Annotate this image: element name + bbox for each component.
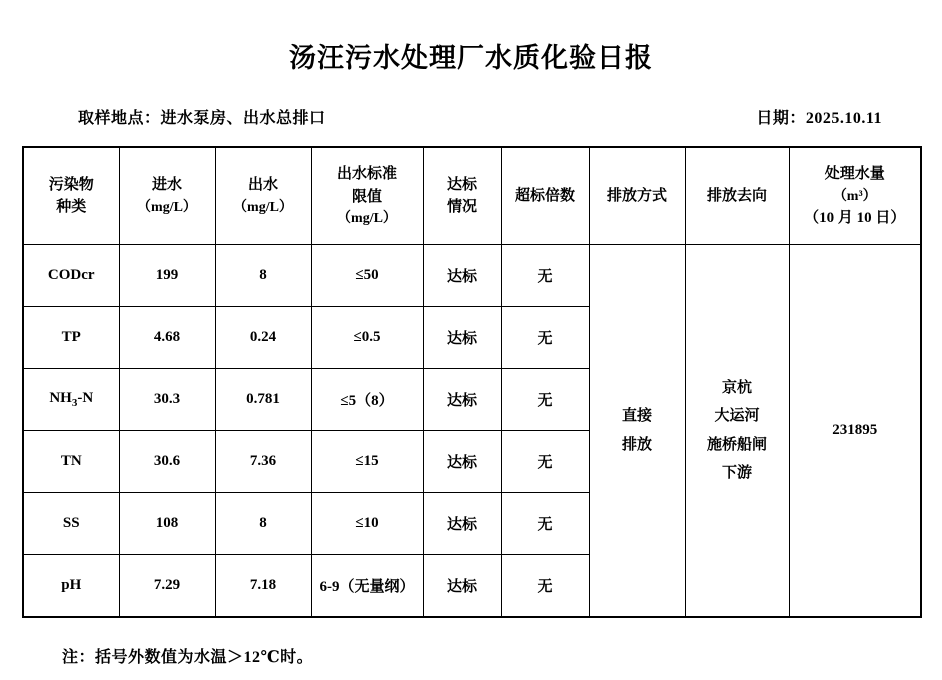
- row-standard-limit: ≤15: [311, 431, 423, 493]
- header-pollutant: [23, 147, 119, 245]
- header-influent-line1: 进水: [151, 177, 182, 194]
- row-exceed-factor: 无: [501, 431, 589, 493]
- row-pollutant-name: [23, 369, 119, 431]
- row-effluent-value: 8: [215, 245, 311, 307]
- row-pollutant-name-tail: -N: [77, 390, 94, 406]
- sampling-location: 取样地点：进水泵房、出水总排口: [78, 110, 326, 127]
- row-standard-limit: ≤50: [311, 245, 423, 307]
- header-discharge-destination: 排放去向: [685, 147, 789, 245]
- header-standard-line1: 出水标准: [336, 166, 397, 182]
- row-exceed-factor: 无: [501, 555, 589, 618]
- row-standard-limit: 6-9（无量纲）: [311, 555, 423, 618]
- row-pollutant-name: TP: [23, 307, 119, 369]
- table-row: [23, 245, 921, 307]
- treated-volume-value: 231895: [789, 245, 921, 618]
- meta-row: [0, 75, 942, 128]
- row-compliance: 达标: [423, 307, 501, 369]
- discharge-mode-line1: 直接: [621, 408, 652, 424]
- row-compliance: 达标: [423, 245, 501, 307]
- header-exceed: 超标倍数: [501, 147, 589, 245]
- header-treated-volume: [789, 147, 921, 245]
- header-treated-volume-unit: （m³）: [832, 188, 877, 204]
- row-exceed-factor: 无: [501, 493, 589, 555]
- header-compliance-line2: 情况: [446, 199, 477, 215]
- row-effluent-value: 0.781: [215, 369, 311, 431]
- row-influent-value: 30.3: [119, 369, 215, 431]
- row-pollutant-name-subscript: 3: [71, 397, 78, 409]
- header-influent-unit: （mg/L）: [137, 199, 197, 215]
- discharge-destination-merged: [685, 245, 789, 618]
- header-standard: [311, 147, 423, 245]
- row-compliance: 达标: [423, 555, 501, 618]
- page-title: 汤汪污水处理厂水质化验日报: [289, 43, 653, 73]
- row-pollutant-name: pH: [23, 555, 119, 618]
- table-container: [0, 128, 942, 618]
- row-compliance: 达标: [423, 431, 501, 493]
- footnote: 注：括号外数值为水温＞12℃时。: [62, 649, 314, 666]
- header-standard-line2: 限值: [351, 188, 382, 205]
- header-standard-unit: （mg/L）: [337, 211, 397, 226]
- header-effluent-unit: （mg/L）: [233, 199, 293, 215]
- row-compliance: 达标: [423, 493, 501, 555]
- header-discharge-mode: 排放方式: [589, 147, 685, 245]
- row-pollutant-name-main: NH: [49, 390, 72, 406]
- row-influent-value: 199: [119, 245, 215, 307]
- table-header-row: [23, 147, 921, 245]
- discharge-mode-line2: 排放: [621, 436, 652, 453]
- discharge-destination-line4: 下游: [721, 465, 752, 481]
- water-quality-table: [22, 146, 922, 618]
- header-influent: [119, 147, 215, 245]
- header-treated-volume-date: （10 月 10 日）: [804, 209, 906, 226]
- row-exceed-factor: 无: [501, 307, 589, 369]
- header-pollutant-line1: 污染物: [48, 176, 94, 193]
- report-date: 日期：2025.10.11: [756, 110, 882, 127]
- row-influent-value: 108: [119, 493, 215, 555]
- row-standard-limit: ≤0.5: [311, 307, 423, 369]
- header-effluent-line1: 出水: [247, 177, 278, 194]
- discharge-mode-merged: [589, 245, 685, 618]
- row-pollutant-name: TN: [23, 431, 119, 493]
- row-influent-value: 30.6: [119, 431, 215, 493]
- header-compliance: [423, 147, 501, 245]
- header-pollutant-line2: 种类: [56, 199, 87, 215]
- row-influent-value: 7.29: [119, 555, 215, 618]
- row-effluent-value: 0.24: [215, 307, 311, 369]
- row-compliance: 达标: [423, 369, 501, 431]
- header-treated-volume-line1: 处理水量: [824, 166, 885, 182]
- header-compliance-line1: 达标: [446, 176, 477, 193]
- row-standard-limit: ≤10: [311, 493, 423, 555]
- row-effluent-value: 7.18: [215, 555, 311, 618]
- discharge-destination-line2: 大运河: [714, 408, 760, 424]
- row-standard-limit: ≤5（8）: [311, 369, 423, 431]
- row-effluent-value: 8: [215, 493, 311, 555]
- header-effluent: [215, 147, 311, 245]
- row-exceed-factor: 无: [501, 369, 589, 431]
- discharge-destination-line1: 京杭: [721, 379, 752, 396]
- discharge-destination-line3: 施桥船闸: [706, 436, 767, 453]
- row-pollutant-name: CODcr: [23, 245, 119, 307]
- row-effluent-value: 7.36: [215, 431, 311, 493]
- row-influent-value: 4.68: [119, 307, 215, 369]
- row-exceed-factor: 无: [501, 245, 589, 307]
- row-pollutant-name: SS: [23, 493, 119, 555]
